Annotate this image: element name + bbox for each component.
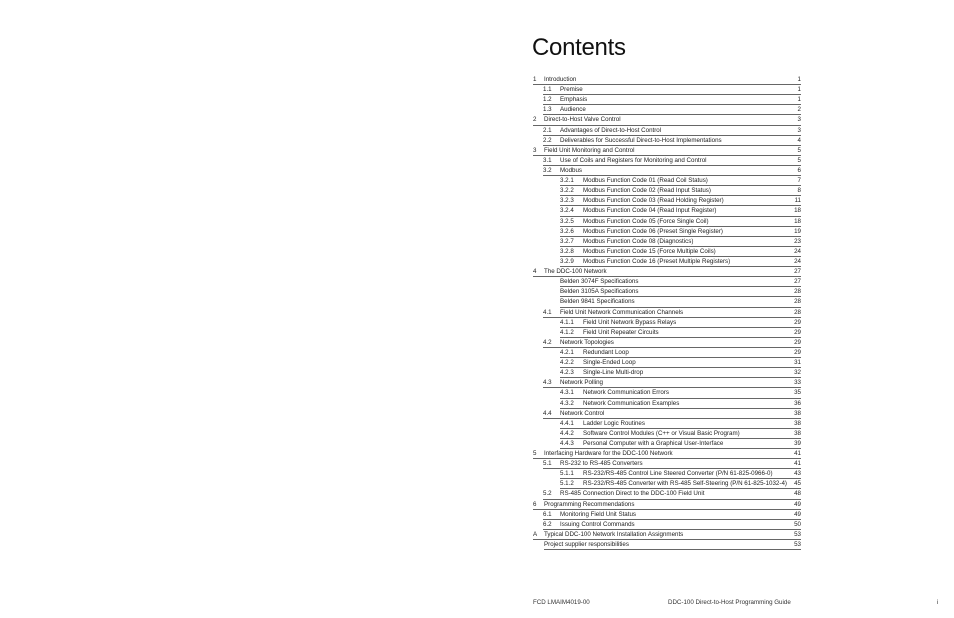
toc-entry-title: Premise — [560, 86, 583, 94]
toc-entry-title: Deliverables for Successful Direct-to-Host Implementations — [560, 136, 722, 144]
toc-entry-number: 4.1.1 — [560, 318, 574, 326]
toc-entry-number: 3.2.4 — [560, 207, 574, 215]
toc-entry-number: 1.1 — [543, 86, 552, 94]
toc-entry-number: 3 — [533, 146, 537, 154]
toc-entry-page: 24 — [794, 247, 801, 255]
toc-entry-page: 41 — [794, 460, 801, 468]
toc-entry-page: 31 — [794, 359, 801, 367]
toc-entry[interactable] — [560, 287, 801, 297]
toc-entry[interactable] — [543, 95, 801, 105]
toc-entry-number: 6 — [533, 500, 537, 508]
toc-entry-number: 6.2 — [543, 520, 552, 528]
toc-entry[interactable] — [543, 338, 801, 348]
toc-entry-number: 5.1 — [543, 460, 552, 468]
toc-entry-title: Programming Recommendations — [544, 500, 635, 508]
toc-entry-number: 3.2.7 — [560, 237, 574, 245]
toc-entry-title: Monitoring Field Unit Status — [560, 510, 637, 518]
toc-entry-number: 4.1.2 — [560, 328, 574, 336]
toc-entry-title: Network Polling — [560, 379, 603, 387]
toc-entry-page: 7 — [797, 177, 801, 185]
toc-entry-page: 32 — [794, 369, 801, 377]
footer-page-number: i — [937, 599, 939, 606]
toc-entry-page: 4 — [797, 136, 801, 144]
toc-entry[interactable] — [560, 358, 801, 368]
toc-entry-page: 29 — [794, 338, 801, 346]
toc-entry-page: 28 — [794, 308, 801, 316]
toc-entry-title: RS-232/RS-485 Control Line Steered Converter (P/N 61-825-0966-0) — [583, 470, 773, 478]
toc-entry-page: 38 — [794, 409, 801, 417]
page-title: Contents — [532, 34, 626, 61]
toc-entry-number: 2 — [533, 116, 537, 124]
toc-entry-page: 27 — [794, 278, 801, 286]
toc-entry[interactable] — [560, 186, 801, 196]
toc-entry-page: 53 — [794, 530, 801, 538]
toc-entry-page: 38 — [794, 429, 801, 437]
toc-entry[interactable] — [560, 217, 801, 227]
toc-entry-title: Software Control Modules (C++ or Visual Basic Program) — [583, 429, 740, 437]
toc-entry[interactable] — [560, 257, 801, 267]
toc-entry[interactable] — [533, 500, 801, 510]
toc-entry-title: Network Communication Errors — [583, 389, 669, 397]
toc-entry-title: Field Unit Monitoring and Control — [544, 146, 635, 154]
toc-entry-title: Field Unit Network Communication Channels — [560, 308, 684, 316]
toc-entry-number: 1.3 — [543, 106, 552, 114]
toc-entry-page: 36 — [794, 399, 801, 407]
toc-entry-title: Modbus Function Code 02 (Read Input Status) — [583, 187, 711, 195]
toc-entry-title: Modbus Function Code 03 (Read Holding Register) — [583, 197, 724, 205]
toc-entry-page: 29 — [794, 318, 801, 326]
table-of-contents — [533, 75, 801, 550]
toc-entry-number: 1.2 — [543, 96, 552, 104]
toc-entry-number: 4.4.2 — [560, 429, 574, 437]
toc-entry-number: 4.4.3 — [560, 439, 574, 447]
toc-entry-page: 3 — [797, 126, 801, 134]
toc-entry-page: 1 — [797, 86, 801, 94]
toc-entry-title: Modbus Function Code 04 (Read Input Register) — [583, 207, 717, 215]
toc-entry-page: 43 — [794, 470, 801, 478]
toc-entry-page: 45 — [794, 480, 801, 488]
toc-entry-number: 2.1 — [543, 126, 552, 134]
toc-entry-title: Redundant Loop — [583, 348, 629, 356]
toc-entry-page: 53 — [794, 541, 801, 549]
toc-entry-page: 33 — [794, 379, 801, 387]
toc-entry-title: Audience — [560, 106, 586, 114]
toc-entry-number: 4 — [533, 268, 537, 276]
toc-entry-number: 3.2.1 — [560, 177, 574, 185]
toc-entry[interactable] — [533, 75, 801, 85]
toc-entry-number: 3.2.5 — [560, 217, 574, 225]
toc-entry[interactable] — [543, 409, 801, 419]
toc-entry-number: 3.2.8 — [560, 247, 574, 255]
toc-entry[interactable] — [543, 459, 801, 469]
toc-entry[interactable] — [544, 540, 801, 550]
toc-entry[interactable] — [533, 449, 801, 459]
toc-entry-title: Network Topologies — [560, 338, 614, 346]
toc-entry-page: 5 — [797, 156, 801, 164]
toc-entry-number: 5.2 — [543, 490, 552, 498]
toc-entry[interactable] — [560, 479, 801, 489]
toc-entry-title: The DDC-100 Network — [544, 268, 607, 276]
toc-entry-number: 3.1 — [543, 156, 552, 164]
toc-entry-number: 2.2 — [543, 136, 552, 144]
toc-entry-title: Network Control — [560, 409, 605, 417]
toc-entry[interactable] — [560, 277, 801, 287]
toc-entry[interactable] — [560, 247, 801, 257]
toc-entry-title: Field Unit Network Bypass Relays — [583, 318, 677, 326]
toc-entry[interactable] — [543, 378, 801, 388]
toc-entry-page: 2 — [797, 106, 801, 114]
toc-entry-title: Advantages of Direct-to-Host Control — [560, 126, 662, 134]
toc-entry[interactable] — [560, 196, 801, 206]
toc-entry[interactable] — [560, 348, 801, 358]
toc-entry-page: 28 — [794, 298, 801, 306]
toc-entry-number: 5.1.2 — [560, 480, 574, 488]
toc-entry[interactable] — [560, 399, 801, 409]
toc-entry[interactable] — [543, 510, 801, 520]
toc-entry[interactable] — [560, 368, 801, 378]
toc-entry-title: Modbus Function Code 05 (Force Single Coil) — [583, 217, 709, 225]
toc-entry-number: 3.2.3 — [560, 197, 574, 205]
toc-entry-number: 4.4.1 — [560, 419, 574, 427]
toc-entry-number: 4.3.2 — [560, 399, 574, 407]
toc-entry[interactable] — [543, 126, 801, 136]
toc-entry-page: 50 — [794, 520, 801, 528]
toc-entry-title: Issuing Control Commands — [560, 520, 635, 528]
toc-entry-page: 41 — [794, 450, 801, 458]
toc-entry-page: 8 — [797, 187, 801, 195]
toc-entry[interactable] — [560, 297, 801, 307]
toc-entry-number: 3.2 — [543, 166, 552, 174]
toc-entry-title: Field Unit Repeater Circuits — [583, 328, 659, 336]
toc-entry-title: Belden 3074F Specifications — [560, 278, 639, 286]
toc-entry-number: A — [533, 530, 538, 538]
toc-entry-number: 4.1 — [543, 308, 552, 316]
toc-entry[interactable] — [560, 176, 801, 186]
toc-entry-page: 49 — [794, 510, 801, 518]
toc-entry-page: 38 — [794, 419, 801, 427]
toc-entry-number: 4.4 — [543, 409, 552, 417]
toc-entry-page: 11 — [794, 197, 801, 205]
toc-entry-number: 5 — [533, 450, 537, 458]
toc-entry[interactable] — [533, 267, 801, 277]
toc-entry-page: 29 — [794, 328, 801, 336]
toc-entry-number: 4.3 — [543, 379, 552, 387]
toc-entry-title: Ladder Logic Routines — [583, 419, 645, 427]
toc-entry[interactable] — [560, 388, 801, 398]
toc-entry-title: Belden 9841 Specifications — [560, 298, 635, 306]
toc-entry-title: Modbus Function Code 06 (Preset Single Register) — [583, 227, 723, 235]
toc-entry[interactable] — [560, 237, 801, 247]
toc-entry[interactable] — [543, 136, 801, 146]
toc-entry-title: Modbus Function Code 16 (Preset Multiple Registers) — [583, 257, 731, 265]
toc-entry-number: 3.2.9 — [560, 257, 574, 265]
toc-entry-page: 6 — [797, 166, 801, 174]
toc-entry-number: 4.2.3 — [560, 369, 574, 377]
toc-entry-number: 3.2.2 — [560, 187, 574, 195]
toc-entry[interactable] — [543, 308, 801, 318]
toc-entry-page: 18 — [794, 207, 801, 215]
toc-entry-title: Use of Coils and Registers for Monitoring and Control — [560, 156, 707, 164]
toc-entry-title: Modbus — [560, 166, 583, 174]
toc-entry-page: 5 — [797, 146, 801, 154]
toc-entry[interactable] — [560, 206, 801, 216]
toc-entry-number: 6.1 — [543, 510, 552, 518]
toc-entry-number: 1 — [533, 76, 537, 83]
toc-entry-title: Network Communication Examples — [583, 399, 680, 407]
toc-entry[interactable] — [560, 439, 801, 449]
toc-entry[interactable] — [543, 520, 801, 530]
toc-entry-page: 35 — [794, 389, 801, 397]
toc-entry-page: 1 — [797, 76, 801, 83]
toc-entry-title: Typical DDC-100 Network Installation Assignments — [544, 530, 684, 538]
toc-entry[interactable] — [543, 85, 801, 95]
toc-entry-title: Modbus Function Code 15 (Force Multiple Coils) — [583, 247, 716, 255]
toc-entry-title: Single-Ended Loop — [583, 359, 636, 367]
toc-entry-title: Project supplier responsibilities — [544, 541, 629, 549]
toc-entry-title: Belden 3105A Specifications — [560, 288, 639, 296]
toc-entry[interactable] — [533, 530, 801, 540]
toc-entry[interactable] — [560, 328, 801, 338]
toc-entry[interactable] — [560, 318, 801, 328]
toc-entry-title: Direct-to-Host Valve Control — [544, 116, 621, 124]
toc-entry[interactable] — [560, 227, 801, 237]
toc-entry-title: RS-232/RS-485 Converter with RS-485 Self-Steering (P/N 61-825-1032-4) — [583, 480, 787, 488]
toc-entry-title: RS-485 Connection Direct to the DDC-100 Field Unit — [560, 490, 705, 498]
footer-doc-code: FCD LMAIM4019-00 — [533, 599, 590, 606]
toc-entry-page: 27 — [794, 268, 801, 276]
toc-entry-number: 5.1.1 — [560, 470, 574, 478]
toc-entry-page: 49 — [794, 500, 801, 508]
toc-entry-page: 48 — [794, 490, 801, 498]
toc-entry-title: Emphasis — [560, 96, 588, 104]
toc-entry-title: Modbus Function Code 08 (Diagnostics) — [583, 237, 694, 245]
toc-entry-page: 29 — [794, 348, 801, 356]
toc-entry-page: 3 — [797, 116, 801, 124]
toc-entry-title: Single-Line Multi-drop — [583, 369, 644, 377]
toc-entry-page: 23 — [794, 237, 801, 245]
toc-entry[interactable] — [560, 419, 801, 429]
toc-entry-number: 4.3.1 — [560, 389, 574, 397]
toc-entry[interactable] — [543, 489, 801, 499]
toc-entry-title: Personal Computer with a Graphical User-Interface — [583, 439, 724, 447]
toc-entry-page: 1 — [797, 96, 801, 104]
toc-entry-number: 4.2 — [543, 338, 552, 346]
toc-entry-page: 24 — [794, 257, 801, 265]
toc-entry-number: 4.2.1 — [560, 348, 574, 356]
toc-entry[interactable] — [560, 469, 801, 479]
toc-entry-page: 18 — [794, 217, 801, 225]
toc-entry-title: RS-232 to RS-485 Converters — [560, 460, 643, 468]
toc-entry-title: Introduction — [544, 76, 577, 83]
toc-entry-page: 19 — [794, 227, 801, 235]
toc-entry-title: Modbus Function Code 01 (Read Coil Status) — [583, 177, 708, 185]
toc-entry-page: 28 — [794, 288, 801, 296]
toc-entry-page: 39 — [794, 439, 801, 447]
toc-entry[interactable] — [533, 115, 801, 125]
footer-doc-title: DDC-100 Direct-to-Host Programming Guide — [668, 599, 791, 606]
toc-entry-number: 3.2.6 — [560, 227, 574, 235]
toc-entry-title: Interfacing Hardware for the DDC-100 Network — [544, 450, 673, 458]
toc-entry[interactable] — [543, 156, 801, 166]
toc-entry[interactable] — [560, 429, 801, 439]
toc-entry[interactable] — [533, 146, 801, 156]
toc-entry[interactable] — [543, 166, 801, 176]
toc-entry[interactable] — [543, 105, 801, 115]
toc-entry-number: 4.2.2 — [560, 359, 574, 367]
